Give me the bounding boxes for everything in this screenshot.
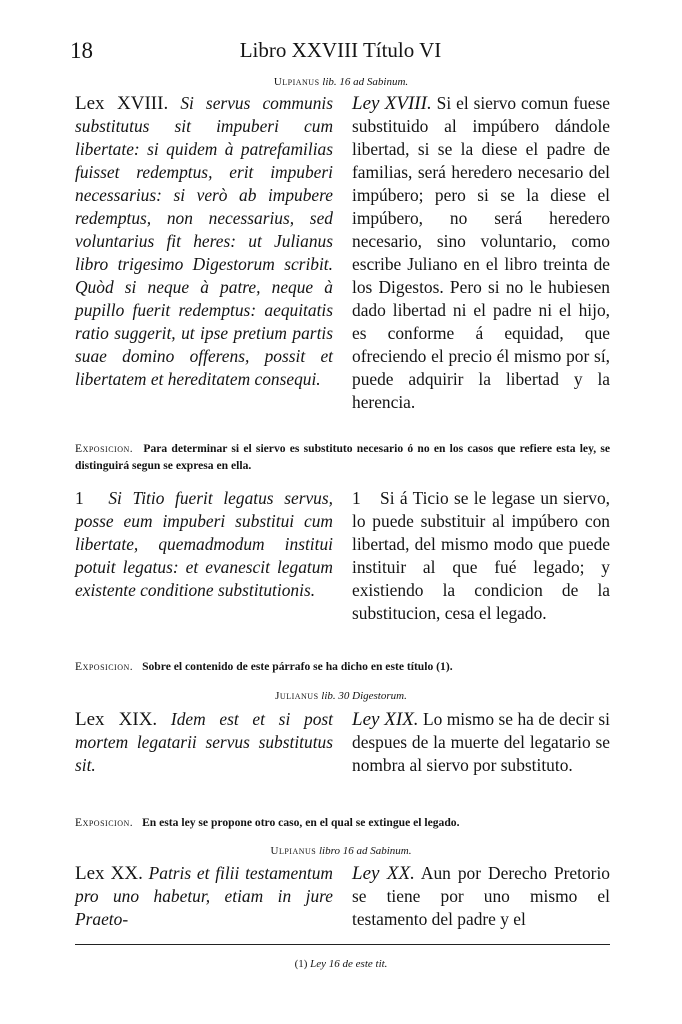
- page-title: Libro XXVIII Título VI: [239, 38, 442, 62]
- exposicion-label: Exposicion.: [75, 442, 134, 455]
- page-number: 18: [70, 38, 93, 63]
- lex-18-latin-text: Si servus communis substitutus sit impuberi cum libertate: si quidem à patrefamilias fuisset redemptus, erit impuberi necessarius: si verò ab impubere redemptus, non necessarius, sed voluntarius fit heres: ut Julianus libro trigesimo Digestorum scribit. Quòd si neque à patre, neque à pupillo fuerit redemptus: aequitatis ratio suggerit, ut ipse pretium partis suae domino offerens, possit et libertatem et hereditatem consequi.: [75, 93, 333, 389]
- lex-20-latin: [75, 862, 333, 931]
- page-header: [68, 38, 613, 68]
- lex-19-latin-text: Idem est et si post mortem legatarii servus substitutus sit.: [75, 709, 333, 775]
- lex-20-spanish: [352, 862, 610, 931]
- footnote-number: (1): [294, 958, 308, 970]
- lex-20-latin-text: Patris et filii testamentum pro uno habetur, etiam in jure Praeto-: [75, 863, 333, 929]
- paragraph-1-latin-text: Si Titio fuerit legatus servus, posse eum impuberi substitui cum libertate, quemadmodum institui potuit legatus: et evanescit legatum existente conditione substitutionis.: [75, 488, 333, 600]
- source-author: Ulpianus: [270, 845, 317, 857]
- exposicion-label: Exposicion.: [75, 816, 134, 829]
- ley-18-heading: Ley XVIII.: [352, 93, 432, 114]
- paragraph-number: 1: [352, 488, 361, 508]
- source-ulpianus-2: [0, 845, 682, 857]
- source-julianus: [0, 690, 682, 702]
- paragraph-1-spanish: [352, 487, 610, 625]
- exposicion-text: Sobre el contenido de este párrafo se ha dicho en este título (1).: [142, 660, 453, 673]
- footnote-divider: [75, 944, 610, 945]
- ley-20-spanish-text: Aun por Derecho Pretorio se tiene por uno mismo el testamento del padre y el: [352, 863, 610, 929]
- exposicion-label: Exposicion.: [75, 660, 134, 673]
- source-work: libro 16 ad Sabinum.: [318, 845, 412, 857]
- exposicion-text: En esta ley se propone otro caso, en el qual se extingue el legado.: [142, 816, 460, 829]
- lex-18-spanish: [352, 92, 610, 414]
- source-author: Ulpianus: [273, 76, 320, 88]
- lex-18-heading: Lex XVIII.: [75, 93, 169, 114]
- paragraph-1-latin: [75, 487, 333, 602]
- lex-19-latin: [75, 708, 333, 777]
- source-author: Julianus: [275, 690, 319, 702]
- paragraph-number: 1: [75, 488, 84, 508]
- exposicion-1: [75, 440, 610, 474]
- ley-19-heading: Ley XIX.: [352, 709, 419, 730]
- ley-20-heading: Ley XX.: [352, 863, 415, 884]
- lex-20-heading: Lex XX.: [75, 863, 143, 884]
- exposicion-text: Para determinar si el siervo es substituto necesario ó no en los casos que refiere esta ley, se distinguirá segun se expresa en ella.: [75, 442, 610, 472]
- lex-19-spanish: [352, 708, 610, 777]
- ley-19-spanish-text: Lo mismo se ha de decir si despues de la muerte del legatario se nombra al siervo por substituto.: [352, 709, 610, 775]
- paragraph-1-spanish-text: Si á Ticio se le legase un siervo, lo puede substituir al impúbero con libertad, del mismo modo que puede instituir al que fué legado; y existiendo la condicion de la substitucion, cesa el legado.: [352, 488, 610, 623]
- footnote: [0, 958, 682, 970]
- source-ulpianus-1: [0, 76, 682, 88]
- source-work: lib. 16 ad Sabinum.: [322, 76, 409, 88]
- source-work: lib. 30 Digestorum.: [321, 690, 407, 702]
- exposicion-2: [75, 658, 610, 675]
- lex-18-latin: [75, 92, 333, 391]
- footnote-text: Ley 16 de este tit.: [310, 958, 388, 970]
- ley-18-spanish-text: Si el siervo comun fuese substituido al impúbero dándole libertad, si se la diese el padre de familias, será heredero necesario del impúbero; pero si se la diese el impúbero, no será heredero necesario, sino voluntario, como escribe Juliano en el libro treinta de los Digestos. Pero si no le hubiesen dado libertad ni el padre ni el hijo, es conforme á equidad, que ofreciendo el precio él mismo por sí, puede adquirir la libertad y la herencia.: [352, 93, 610, 412]
- exposicion-3: [75, 814, 610, 831]
- lex-19-heading: Lex XIX.: [75, 709, 158, 730]
